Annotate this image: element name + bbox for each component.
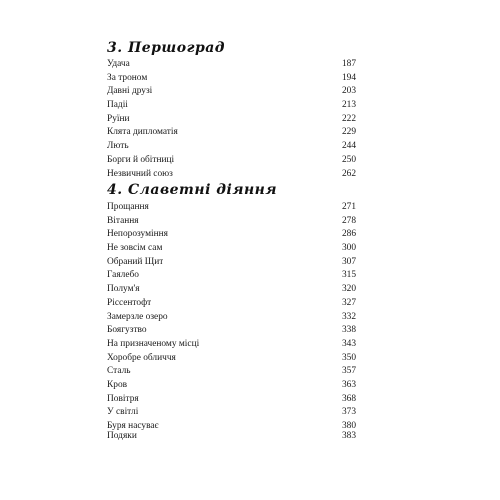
toc-entry-title: Падіі xyxy=(107,100,128,111)
toc-entry-title: За троном xyxy=(107,72,148,83)
toc-entry[interactable] xyxy=(107,201,356,215)
toc-notes xyxy=(107,430,356,444)
toc-entry[interactable] xyxy=(107,126,356,140)
toc-entry-title: Борги й обітниці xyxy=(107,154,175,165)
toc-entry[interactable] xyxy=(107,297,356,311)
toc-entry[interactable] xyxy=(107,379,356,393)
toc-entry[interactable] xyxy=(107,242,356,256)
toc-entry-title: Боягузтво xyxy=(107,325,147,336)
toc-entry[interactable] xyxy=(107,338,356,352)
toc-entry[interactable] xyxy=(107,269,356,283)
toc-entry[interactable] xyxy=(107,228,356,242)
toc-entry-title: Хоробре обличчя xyxy=(107,352,176,363)
toc-entry-page: 229 xyxy=(341,127,356,138)
toc-entry-title: Сталь xyxy=(107,366,131,377)
toc-entry[interactable] xyxy=(107,430,356,444)
toc-entry-title: Не зовсім сам xyxy=(107,243,163,254)
toc-entry-title: Непорозуміння xyxy=(107,229,168,240)
toc-entry-title: Кров xyxy=(107,379,128,390)
toc-entry-page: 357 xyxy=(341,366,356,377)
toc-entry-page: 300 xyxy=(341,243,356,254)
toc-entry-page: 278 xyxy=(341,215,356,226)
toc-entry-title: Лють xyxy=(107,141,129,152)
toc-entry-page: 338 xyxy=(341,325,356,336)
toc-entry-page: 250 xyxy=(341,154,356,165)
toc-entry-page: 368 xyxy=(341,393,356,404)
toc-entry-page: 332 xyxy=(341,311,356,322)
toc-entry-title: Повітря xyxy=(107,393,139,404)
toc-entry-page: 194 xyxy=(341,72,356,83)
toc-entry[interactable] xyxy=(107,72,356,86)
toc-entry-page: 380 xyxy=(341,421,356,431)
toc-entry[interactable] xyxy=(107,256,356,270)
toc-entry-page: 320 xyxy=(341,284,356,295)
toc-entry-title: Клята дипломатія xyxy=(107,127,178,138)
toc-entry-page: 262 xyxy=(341,168,356,179)
toc-entry-page: 203 xyxy=(341,86,356,97)
toc-entry-page: 343 xyxy=(341,338,356,349)
toc-entry[interactable] xyxy=(107,406,356,420)
section-title: 4. Славетні діяння xyxy=(107,182,278,198)
toc-entry[interactable] xyxy=(107,283,356,297)
toc-entry[interactable] xyxy=(107,85,356,99)
toc-entry[interactable] xyxy=(107,154,356,168)
toc-entry[interactable] xyxy=(107,215,356,229)
toc-entry-title: Вітання xyxy=(107,215,139,226)
toc-entry-title: На призначеному місці xyxy=(107,338,200,349)
toc-entry[interactable] xyxy=(107,140,356,154)
toc-entry-page: 315 xyxy=(341,270,356,281)
section-title: 3. Першоград xyxy=(107,40,226,56)
toc-entry-title: Подяки xyxy=(107,431,137,441)
toc-entry[interactable] xyxy=(107,113,356,127)
toc-section-list xyxy=(107,58,356,181)
toc-entry-title: Буря насуває xyxy=(107,421,159,431)
toc-entry-page: 187 xyxy=(341,59,356,69)
toc-entry[interactable] xyxy=(107,311,356,325)
toc-section-list xyxy=(107,201,356,434)
toc-entry-title: Руїни xyxy=(107,113,130,124)
toc-entry-page: 213 xyxy=(341,100,356,111)
toc-entry[interactable] xyxy=(107,352,356,366)
toc-entry-title: Незвичний союз xyxy=(107,168,173,179)
toc-entry-page: 286 xyxy=(341,229,356,240)
toc-entry-title: У світлі xyxy=(107,407,139,418)
toc-entry-page: 383 xyxy=(341,431,356,441)
toc-entry-title: Удача xyxy=(107,59,130,69)
toc-entry-page: 363 xyxy=(341,379,356,390)
toc-entry-title: Прощання xyxy=(107,202,149,212)
toc-entry[interactable] xyxy=(107,168,356,182)
toc-entry-page: 222 xyxy=(341,113,356,124)
toc-entry-page: 327 xyxy=(341,297,356,308)
toc-entry[interactable] xyxy=(107,99,356,113)
toc-entry[interactable] xyxy=(107,324,356,338)
toc-entry-page: 244 xyxy=(341,141,356,152)
toc-entry-title: Обраний Щит xyxy=(107,256,164,267)
toc-entry-title: Замерзле озеро xyxy=(107,311,168,322)
toc-entry-page: 373 xyxy=(341,407,356,418)
toc-entry[interactable] xyxy=(107,58,356,72)
toc-entry-title: Полум'я xyxy=(107,284,140,295)
toc-entry-page: 350 xyxy=(341,352,356,363)
toc-entry-title: Ріссентофт xyxy=(107,297,152,308)
toc-entry[interactable] xyxy=(107,393,356,407)
toc-entry[interactable] xyxy=(107,365,356,379)
toc-entry-title: Гаялебо xyxy=(107,270,139,281)
toc-entry-title: Давні друзі xyxy=(107,86,153,97)
toc-entry-page: 271 xyxy=(341,202,356,212)
toc-entry-page: 307 xyxy=(341,256,356,267)
